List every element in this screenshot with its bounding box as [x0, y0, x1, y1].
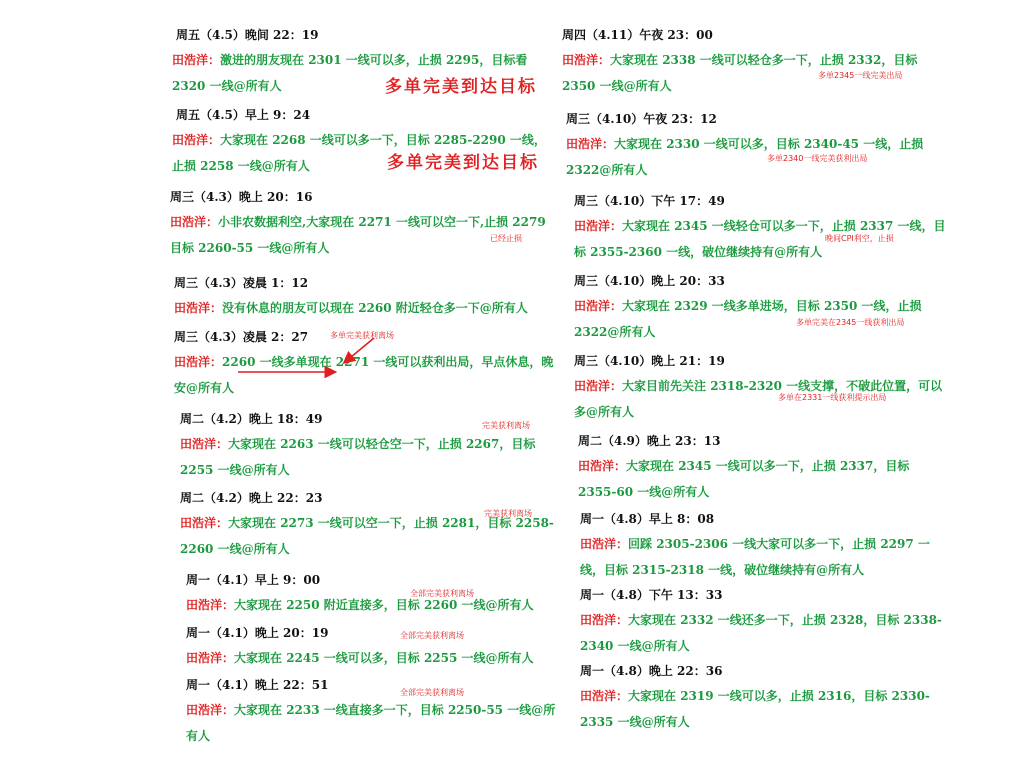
entry-message: 田浩洋：大家目前先关注 2318-2320 一线支撑，不破此位置，可以多@所有人 — [574, 379, 943, 419]
entry-message: 田浩洋：大家现在 2233 一线直接多一下，目标 2250-55 一线@所有人 — [186, 703, 556, 743]
result-note: 全部完美获利离场 — [400, 631, 464, 640]
entry-date: 周一（4.8）下午 13：33 — [580, 588, 723, 602]
entry-date: 周三（4.3）晚上 20：16 — [170, 190, 313, 204]
result-note: 完美获利离场 — [484, 509, 532, 518]
target-reached-stamp: 多单完美到达目标 — [387, 153, 539, 173]
entry-message: 田浩洋：大家现在 2273 一线可以空一下，止损 2281，目标 2258-2260 一线@所有人 — [180, 516, 554, 556]
result-note: 多单2345一线完美出局 — [818, 71, 903, 80]
target-reached-stamp: 多单完美到达目标 — [385, 77, 537, 97]
entry-message: 田浩洋：大家现在 2345 一线可以多一下，止损 2337，目标 2355-60 一线@所有人 — [578, 459, 910, 499]
entry-message: 田浩洋：大家现在 2268 一线可以多一下，目标 2285-2290 一线，止损 2258 一线@所有人 — [172, 133, 546, 173]
entry-message: 田浩洋：大家现在 2250 附近直接多，目标 2260 一线@所有人 — [186, 598, 534, 612]
entry-message: 田浩洋：激进的朋友现在 2301 一线可以多，止损 2295，目标看 2320 一线@所有人 — [172, 53, 528, 93]
entry-date: 周一（4.1）晚上 22：51 — [186, 678, 329, 692]
entry-message: 田浩洋：大家现在 2319 一线可以多，止损 2316，目标 2330-2335 一线@所有人 — [580, 689, 930, 729]
result-note: 多单完美获利离场 — [330, 331, 394, 340]
entry-message: 田浩洋：大家现在 2332 一线还多一下，止损 2328，目标 2338-2340 一线@所有人 — [580, 613, 942, 653]
entry-date: 周三（4.10）下午 17：49 — [574, 194, 725, 208]
result-note: 晚间CPI利空，止损 — [825, 234, 894, 243]
entry-message: 田浩洋：大家现在 2329 一线多单进场，目标 2350 一线，止损 2322@所有人 — [574, 299, 922, 339]
entry-date: 周一（4.1）晚上 20：19 — [186, 626, 329, 640]
entry-date: 周三（4.10）晚上 20：33 — [574, 274, 725, 288]
entry-date: 周二（4.2）晚上 18：49 — [180, 412, 323, 426]
result-note: 多单2340一线完美获利出局 — [767, 154, 868, 163]
result-note: 全部完美获利离场 — [400, 688, 464, 697]
result-note: 完美获利离场 — [482, 421, 530, 430]
entry-message: 田浩洋：大家现在 2338 一线可以轻仓多一下，止损 2332，目标 2350 一线@所有人 — [562, 53, 918, 93]
entry-message: 田浩洋：大家现在 2245 一线可以多，目标 2255 一线@所有人 — [186, 651, 534, 665]
result-note: 多单在2331一线获利提示出局 — [778, 393, 887, 402]
entry-message: 田浩洋：大家现在 2345 一线轻仓可以多一下，止损 2337 一线，目标 2355-2360 一线，破位继续持有@所有人 — [574, 219, 946, 259]
entry-message: 田浩洋：大家现在 2330 一线可以多，目标 2340-45 一线，止损 2322@所有人 — [566, 137, 924, 177]
entry-message: 田浩洋：没有休息的朋友可以现在 2260 附近轻仓多一下@所有人 — [174, 301, 528, 315]
entry-message: 田浩洋：回踩 2305-2306 一线大家可以多一下，止损 2297 一线，目标 2315-2318 一线，破位继续持有@所有人 — [580, 537, 930, 577]
entry-message: 田浩洋：大家现在 2263 一线可以轻仓空一下，止损 2267，目标 2255 一线@所有人 — [180, 437, 536, 477]
entry-date: 周二（4.9）晚上 23：13 — [578, 434, 721, 448]
entry-date: 周三（4.10）午夜 23：12 — [566, 112, 717, 126]
result-note: 多单完美在2345一线获利出局 — [796, 318, 905, 327]
entry-date: 周四（4.11）午夜 23：00 — [562, 28, 713, 42]
entry-date: 周一（4.8）早上 8：08 — [580, 512, 715, 526]
arrow-line — [345, 338, 374, 362]
entry-message: 田浩洋：小非农数据利空,大家现在 2271 一线可以空一下,止损 2279 目标 2260-55 一线@所有人 — [170, 215, 546, 255]
entry-date: 周三（4.10）晚上 21：19 — [574, 354, 725, 368]
entry-date: 周一（4.8）晚上 22：36 — [580, 664, 723, 678]
entry-date: 周五（4.5）晚间 22：19 — [176, 28, 319, 42]
entry-date: 周三（4.3）凌晨 1：12 — [174, 276, 309, 290]
entry-date: 周二（4.2）晚上 22：23 — [180, 491, 323, 505]
result-note: 已经止损 — [490, 234, 522, 243]
entry-date: 周三（4.3）凌晨 2：27 — [174, 330, 309, 344]
entry-date: 周五（4.5）早上 9：24 — [176, 108, 311, 122]
entry-date: 周一（4.1）早上 9：00 — [186, 573, 321, 587]
entry-message: 田浩洋：2260 一线多单现在 2271 一线可以获利出局，早点休息，晚安@所有人 — [174, 355, 554, 395]
result-note: 全部完美获利离场 — [410, 589, 474, 598]
